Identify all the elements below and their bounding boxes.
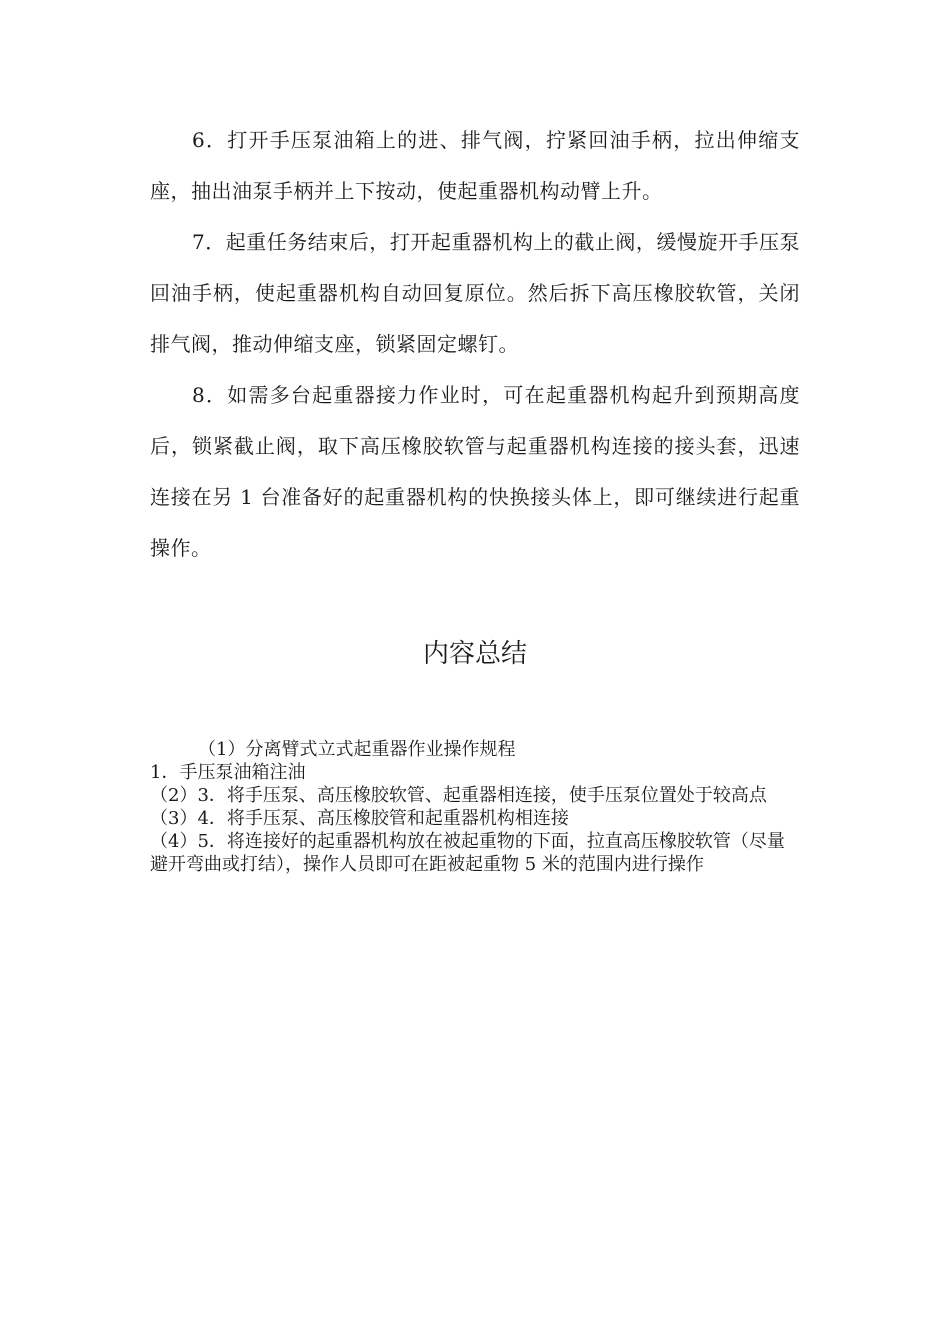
summary-item: （4）5．将连接好的起重器机构放在被起重物的下面，拉直高压橡胶软管（尽量避开弯曲或打结），操作人员即可在距被起重物 5 米的范围内进行操作 (150, 831, 785, 875)
summary-item: （1）分离臂式立式起重器作业操作规程 (198, 739, 516, 760)
paragraph-step-7: 7．起重任务结束后，打开起重器机构上的截止阀，缓慢旋开手压泵回油手柄，使起重器机构自动回复原位。然后拆下高压橡胶软管，关闭排气阀，推动伸缩支座，锁紧固定螺钉。 (150, 230, 800, 356)
body-text (150, 115, 800, 574)
summary-title: 内容总结 (422, 639, 527, 669)
summary-section (150, 738, 800, 876)
summary-item: 1．手压泵油箱注油 (150, 762, 306, 783)
paragraph-step-6: 6．打开手压泵油箱上的进、排气阀，拧紧回油手柄，拉出伸缩支座，抽出油泵手柄并上下按动，使起重器机构动臂上升。 (150, 128, 800, 203)
paragraph-step-8: 8．如需多台起重器接力作业时，可在起重器机构起升到预期高度后，锁紧截止阀，取下高压橡胶软管与起重器机构连接的接头套，迅速连接在另 1 台准备好的起重器机构的快换接头体上，即可继续进行起重操作。 (150, 383, 800, 560)
summary-item: （3）4．将手压泵、高压橡胶管和起重器机构相连接 (150, 808, 569, 829)
summary-item: （2）3．将手压泵、高压橡胶软管、起重器相连接，使手压泵位置处于较高点 (150, 785, 767, 806)
